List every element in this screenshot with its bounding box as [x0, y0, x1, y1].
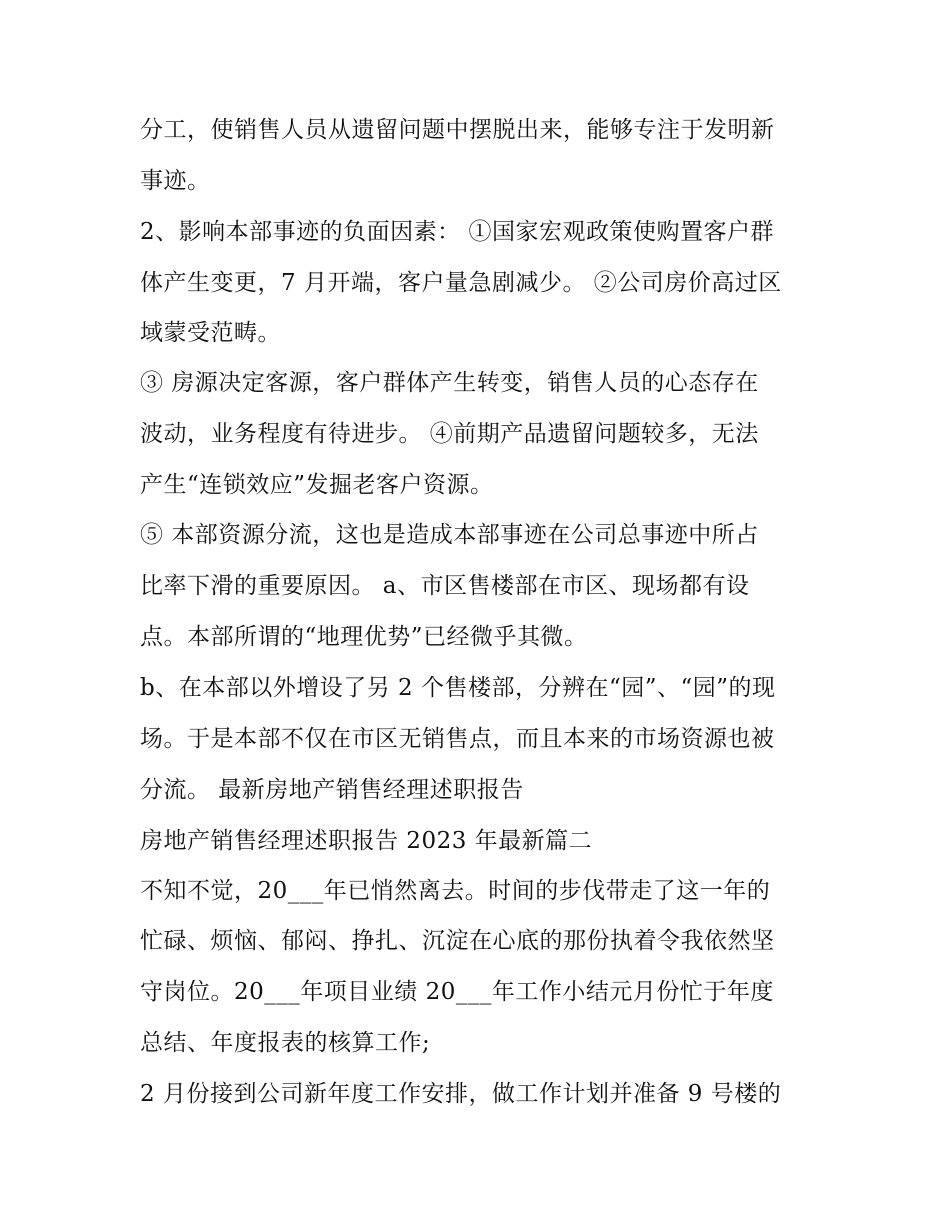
text-line: ⑤ 本部资源分流，这也是造成本部事迹在公司总事迹中所占: [140, 522, 759, 548]
text-line: 产生“连锁效应”发掘老客户资源。: [140, 472, 494, 498]
text-line: 事迹。: [140, 168, 211, 194]
text-line: 房地产销售经理述职报告 2023 年最新篇二: [140, 828, 593, 854]
text-line: 分流。 最新房地产销售经理述职报告: [140, 777, 524, 803]
text-line: 体产生变更，7 月开端，客户量急剧减少。 ②公司房价高过区: [140, 270, 782, 296]
text-line: 不知不觉，20___年已悄然离去。时间的步伐带走了这一年的: [140, 878, 771, 904]
text-line: 波动，业务程度有待进步。 ④前期产品遗留问题较多，无法: [140, 421, 759, 447]
text-line: 比率下滑的重要原因。 a、市区售楼部在市区、现场都有设: [140, 573, 750, 599]
text-line: 守岗位。20___年项目业绩 20___年工作小结元月份忙于年度: [140, 979, 774, 1005]
text-line: 2 月份接到公司新年度工作安排，做工作计划并准备 9 号楼的: [140, 1081, 782, 1107]
text-line: 场。于是本部不仅在市区无销售点，而且本来的市场资源也被: [140, 726, 775, 752]
text-line: 点。本部所谓的“地理优势”已经微乎其微。: [140, 624, 588, 650]
text-line: 2、影响本部事迹的负面因素： ①国家宏观政策使购置客户群: [140, 219, 774, 245]
text-line: ③ 房源决定客源，客户群体产生转变，销售人员的心态存在: [140, 370, 759, 396]
text-line: b、在本部以外增设了另 2 个售楼部，分辨在“园”、“园”的现: [140, 675, 776, 701]
text-line: 忙碌、烦恼、郁闷、挣扎、沉淀在心底的那份执着令我依然坚: [140, 928, 775, 954]
text-line: 域蒙受范畴。: [140, 320, 281, 346]
text-line: 总结、年度报表的核算工作;: [140, 1030, 431, 1056]
text-line: 分工，使销售人员从遗留问题中摆脱出来，能够专注于发明新: [140, 117, 775, 143]
